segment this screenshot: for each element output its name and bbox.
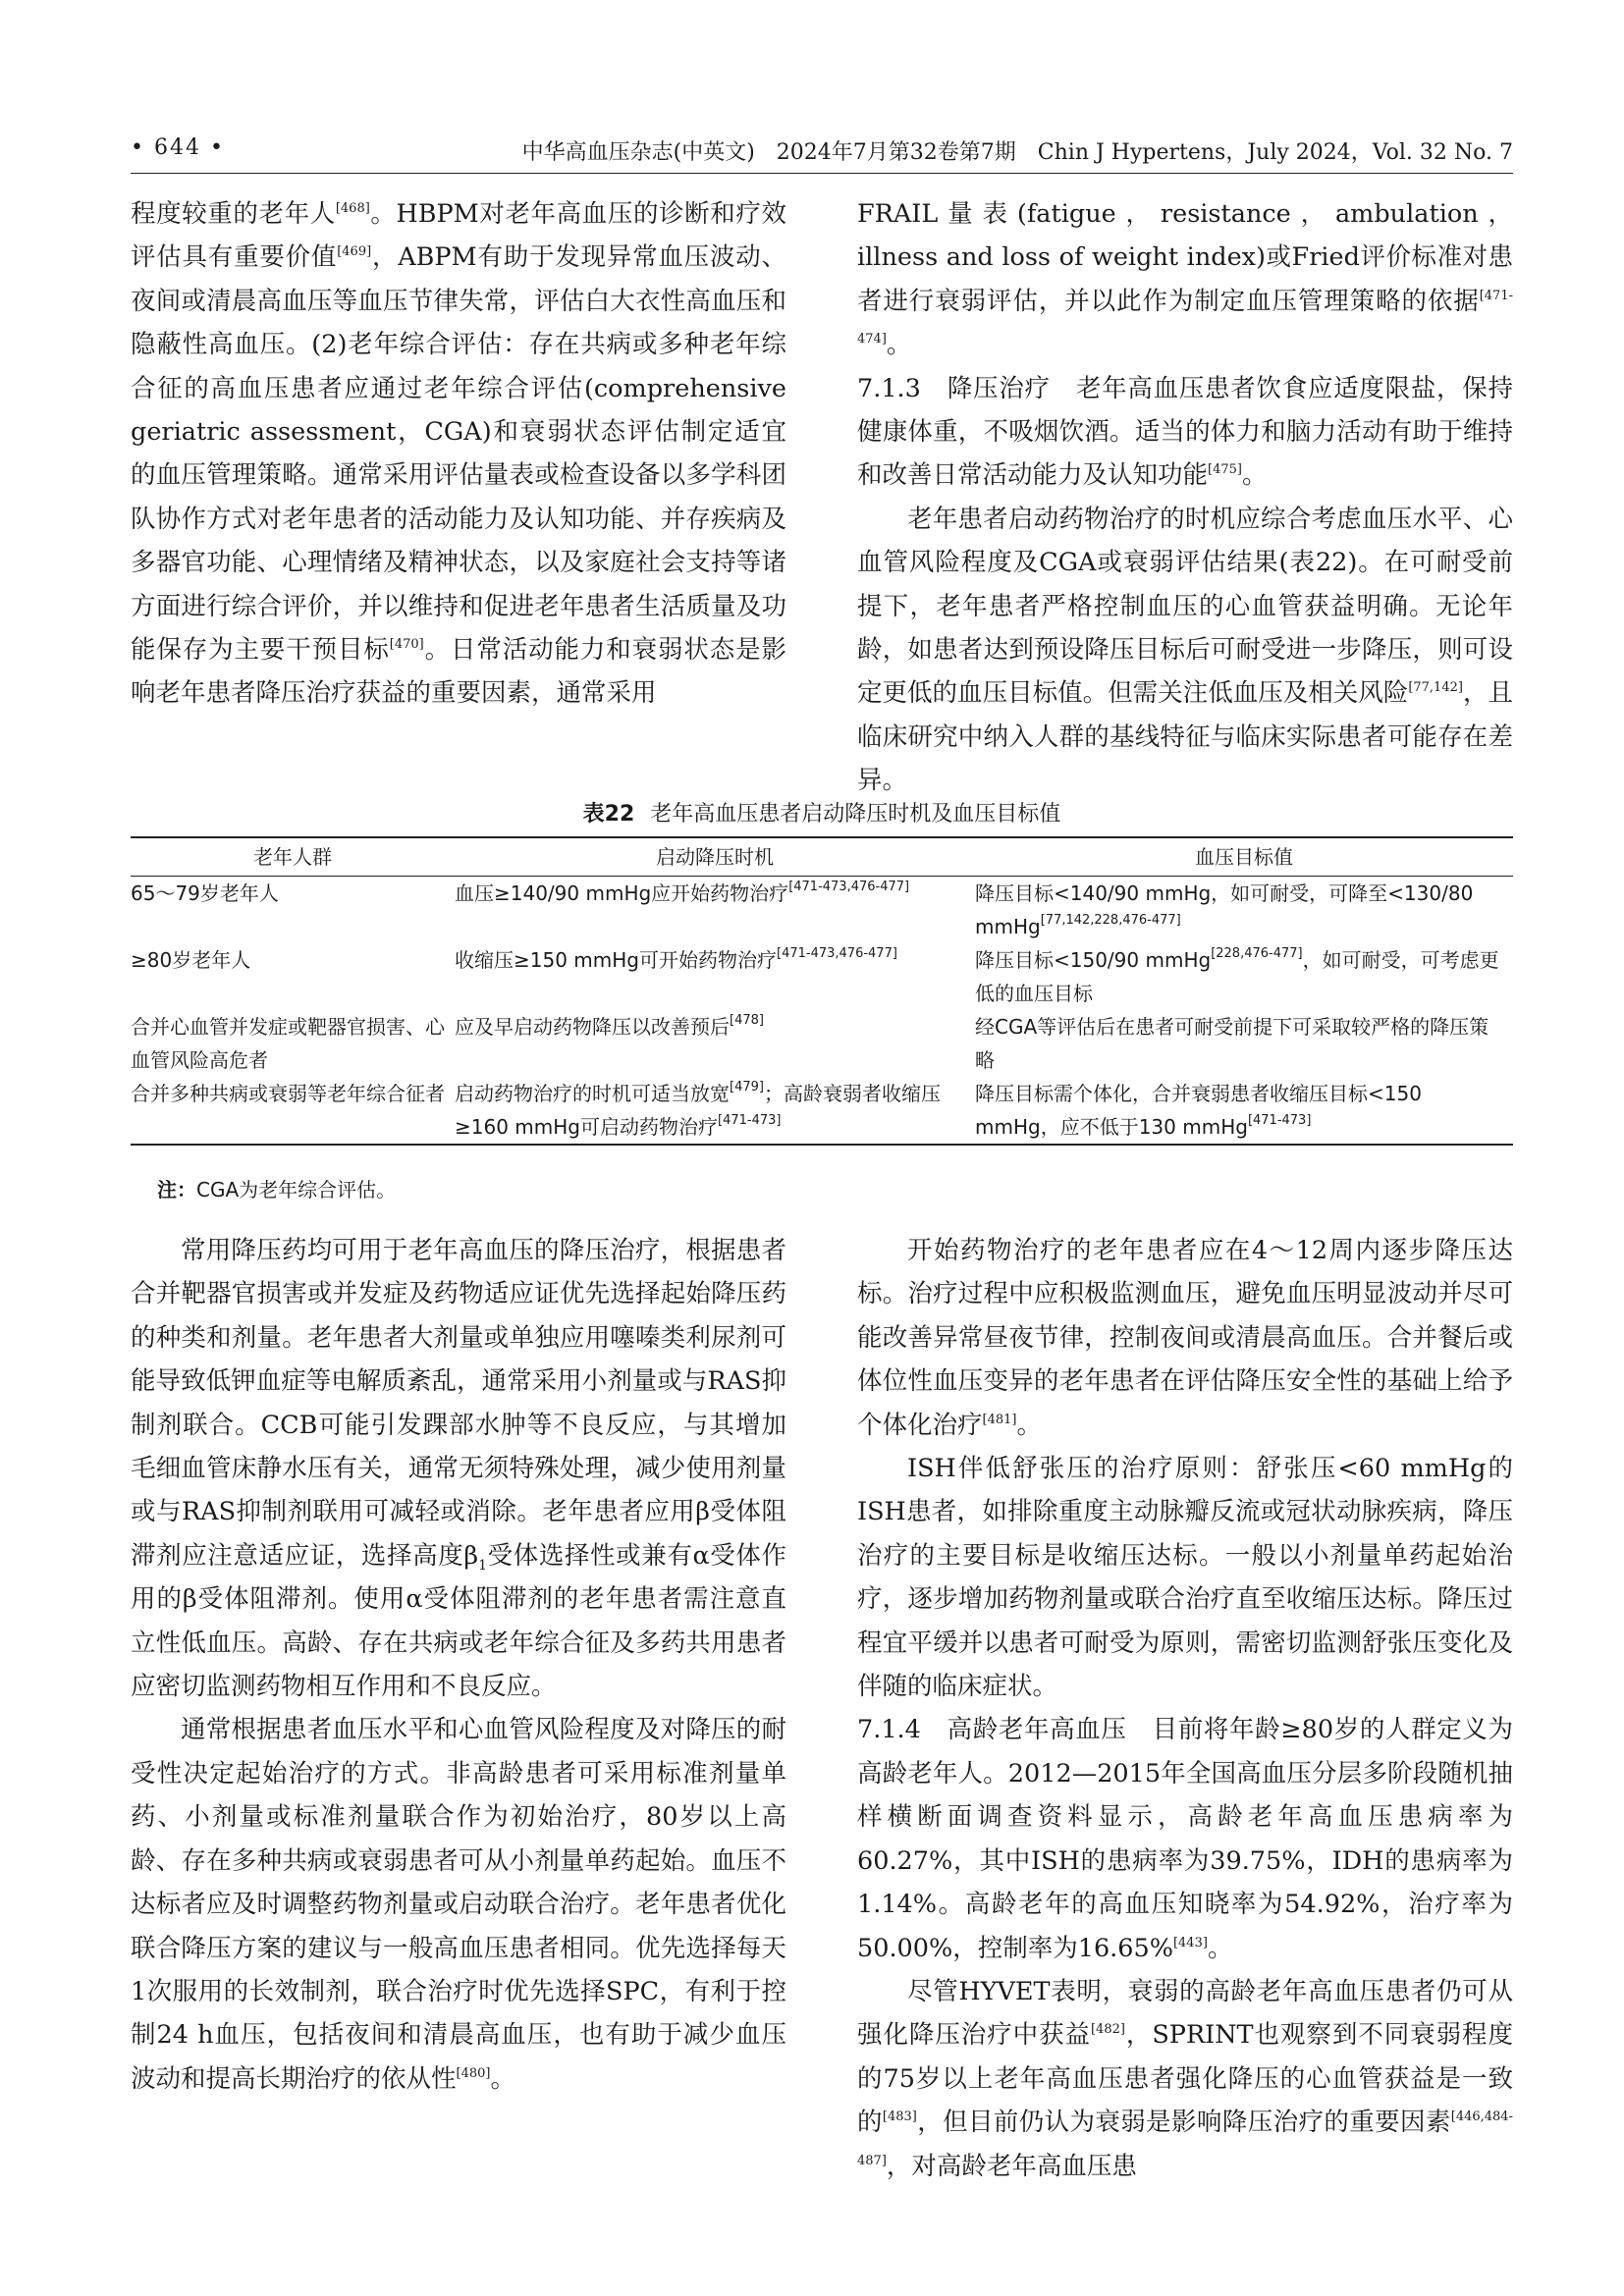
section-7-1-4: 7.1.4 高龄老年高血压 目前将年龄≥80岁的人群定义为高龄老年人。2012—2015年全国高血压分层多阶段随机抽样横断面调查资料显示，高龄老年高血压患病率为60.27%，其中ISH的患病率为39.75%，IDH的患病率为1.14%。高龄老年的高血压知晓率为54.92%，治疗率为50.00%，控制率为16.65%[443]。: [857, 1715, 1513, 1963]
column-header: 启动降压时机: [455, 837, 975, 877]
data-table: [131, 836, 1513, 1146]
table-caption: [131, 797, 1513, 828]
right-column-bottom: [857, 1229, 1513, 2188]
running-header: [131, 132, 1513, 171]
column-header: 老年人群: [131, 837, 455, 877]
table-row: [131, 877, 1513, 944]
table-cell: 血压≥140/90 mmHg应开始药物治疗[471-473,476-477]: [455, 880, 910, 905]
paragraph: 老年患者启动药物治疗的时机应综合考虑血压水平、心血管风险程度及CGA或衰弱评估结果(表22)。在可耐受前提下，老年患者严格控制血压的心血管获益明确。无论年龄，如患者达到预设降压目标后可耐受进一步降压，则可设定更低的血压目标值。但需关注低血压及相关风险[77,142]，且临床研究中纳入人群的基线特征与临床实际患者可能存在差异。: [857, 504, 1513, 796]
paragraph: 开始药物治疗的老年患者应在4～12周内逐步降压达标。治疗过程中应积极监测血压，避免血压明显波动并尽可能改善异常昼夜节律，控制夜间或清晨高血压。合并餐后或体位性血压变异的老年患者在评估降压安全性的基础上给予个体化治疗[481]。: [857, 1236, 1513, 1440]
table-title: 老年高血压患者启动降压时机及血压目标值: [650, 802, 1061, 827]
left-column-top: [131, 192, 786, 716]
paragraph: FRAIL量表(fatigue，resistance，ambulation，illness and loss of weight index)或Fried评价标准对患者进行衰弱评估，并以此作为制定血压管理策略的依据[471-474]。: [857, 199, 1513, 360]
table-cell: 降压目标需个体化，合并衰弱患者收缩压目标<150 mmHg，应不低于130 mmHg[471-473]: [975, 1077, 1513, 1145]
table-cell: 应及早启动药物降压以改善预后[478]: [455, 1013, 764, 1039]
table-row: [131, 943, 1513, 1010]
table-cell: ≥80岁老年人: [131, 948, 251, 972]
paragraph: 通常根据患者血压水平和心血管风险程度及对降压的耐受性决定起始治疗的方式。非高龄患者可采用标准剂量单药、小剂量或标准剂量联合作为初始治疗，80岁以上高龄、存在多种共病或衰弱患者可从小剂量单药起始。血压不达标者应及时调整药物剂量或启动联合治疗。老年患者优化联合降压方案的建议与一般高血压患者相同。优先选择每天1次服用的长效制剂，联合治疗时优先选择SPC，有利于控制24 h血压，包括夜间和清晨高血压，也有助于减少血压波动和提高长期治疗的依从性[480]。: [131, 1715, 786, 2094]
table-cell: 降压目标<150/90 mmHg[228,476-477]，如可耐受，可考虑更低的血压目标: [975, 946, 1499, 1005]
table-row: [131, 1010, 1513, 1077]
table-cell: 合并心血管并发症或靶器官损害、心血管风险高危者: [131, 1015, 445, 1072]
table-cell: 65～79岁老年人: [131, 881, 279, 905]
table-cell: 经CGA等评估后在患者可耐受前提下可采取较严格的降压策略: [975, 1015, 1489, 1072]
left-column-bottom: [131, 1229, 786, 2101]
table-cell: 收缩压≥150 mmHg可开始药物治疗[471-473,476-477]: [455, 946, 897, 972]
table-row: [131, 1077, 1513, 1145]
table-cell: 降压目标<140/90 mmHg，如可耐受，可降至<130/80 mmHg[77,142,228,476-477]: [975, 881, 1474, 938]
header-rule: [131, 173, 1513, 174]
section-7-1-3: 7.1.3 降压治疗 老年高血压患者饮食应适度限盐，保持健康体重，不吸烟饮酒。适当的体力和脑力活动有助于维持和改善日常活动能力及认知功能[475]。: [857, 373, 1513, 491]
paragraph: ISH伴低舒张压的治疗原则：舒张压<60 mmHg的ISH患者，如排除重度主动脉瓣反流或冠状动脉疾病，降压治疗的主要目标是收缩压达标。一般以小剂量单药起始治疗，逐步增加药物剂量或联合治疗直至收缩压达标。降压过程宜平缓并以患者可耐受为原则，需密切监测舒张压变化及伴随的临床症状。: [857, 1454, 1513, 1702]
journal-citation: 中华高血压杂志(中英文) 2024年7月第32卷第7期 Chin J Hypertens，July 2024，Vol. 32 No. 7: [521, 140, 1513, 165]
table-cell: 合并多种共病或衰弱等老年综合征者: [131, 1077, 455, 1145]
note-text: CGA为老年综合评估。: [196, 1178, 397, 1201]
note-label: 注：: [157, 1178, 196, 1201]
column-header: 血压目标值: [975, 837, 1513, 877]
table-cell: 启动药物治疗的时机可适当放宽[479]；高龄衰弱者收缩压≥160 mmHg可启动药物治疗[471-473]: [455, 1077, 975, 1145]
paragraph: 尽管HYVET表明，衰弱的高龄老年高血压患者仍可从强化降压治疗中获益[482]，SPRINT也观察到不同衰弱程度的75岁以上老年高血压患者强化降压的心血管获益是一致的[483]，但目前仍认为衰弱是影响降压治疗的重要因素[446,484-487]，对高龄老年高血压患: [857, 1976, 1513, 2181]
paragraph: 常用降压药均可用于老年高血压的降压治疗，根据患者合并靶器官损害或并发症及药物适应证优先选择起始降压药的种类和剂量。老年患者大剂量或单独应用噻嗪类利尿剂可能导致低钾血症等电解质紊乱，通常采用小剂量或与RAS抑制剂联合。CCB可能引发踝部水肿等不良反应，与其增加毛细血管床静水压有关，通常无须特殊处理，减少使用剂量或与RAS抑制剂联用可减轻或消除。老年患者应用β受体阻滞剂应注意适应证，选择高度$\beta_1$受体选择性或兼有α受体作用的β受体阻滞剂。使用α受体阻滞剂的老年患者需注意直立性低血压。高龄、存在共病或老年综合征及多药共用患者应密切监测药物相互作用和不良反应。: [131, 1236, 786, 1702]
right-column-top: [857, 192, 1513, 803]
table-note: [157, 1174, 396, 1202]
paragraph: 程度较重的老年人[468]。HBPM对老年高血压的诊断和疗效评估具有重要价值[469]，ABPM有助于发现异常血压波动、夜间或清晨高血压等血压节律失常，评估白大衣性高血压和隐蔽性高血压。(2)老年综合评估：存在共病或多种老年综合征的高血压患者应通过老年综合评估(comprehensive geriatric assessment，CGA)和衰弱状态评估制定适宜的血压管理策略。通常采用评估量表或检查设备以多学科团队协作方式对老年患者的活动能力及认知功能、并存疾病及多器官功能、心理情绪及精神状态，以及家庭社会支持等诸方面进行综合评价，并以维持和促进老年患者生活质量及功能保存为主要干预目标[470]。日常活动能力和衰弱状态是影响老年患者降压治疗获益的重要因素，通常采用: [131, 199, 786, 709]
page-number: • 644 •: [131, 135, 225, 160]
table-header-row: [131, 837, 1513, 877]
table-label: 表22: [582, 802, 635, 827]
